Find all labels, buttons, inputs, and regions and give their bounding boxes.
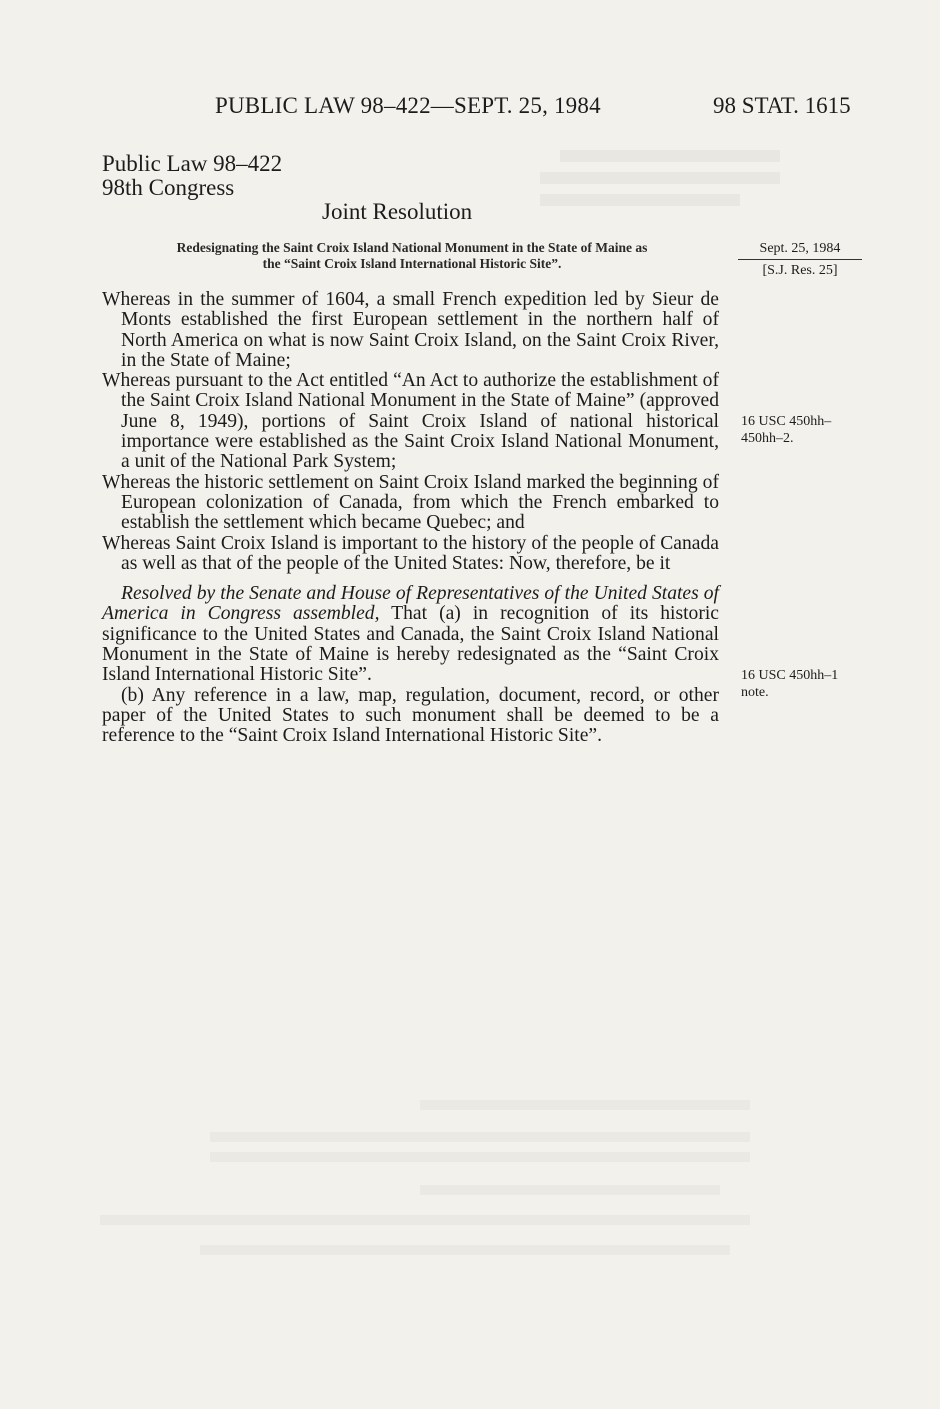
margin-citation-2 [741, 667, 866, 701]
margin-citation-2-line-1: 16 USC 450hh–1 [741, 668, 839, 683]
document-type-heading: Joint Resolution [322, 199, 473, 224]
margin-citation-1 [741, 413, 866, 447]
whereas-clause-3: Whereas the historic settlement on Saint Croix Island marked the beginning of European colonization of Canada, from which the French embarked to establish the settlement which became Quebec; and [102, 471, 719, 534]
section-a-text: That (a) in recognition of its historic significance to the United States and Canada, the Saint Croix Island National Monument in the State of Maine is hereby redesignated as the “Saint Croix Island International Historic Site”. [102, 603, 719, 686]
whereas-clause-2: Whereas pursuant to the Act entitled “An Act to authorize the establishment of the Saint Croix Island National Monument in the State of Maine” (approved June 8, 1949), portions of Saint Croix Island of national historical importance were established as the Saint Croix Island National Monument, a unit of the National Park System; [102, 370, 719, 473]
purpose-statement [102, 240, 722, 272]
whereas-clause-4: Whereas Saint Croix Island is important to the history of the people of Canada as well as that of the people of the United States: Now, therefore, be it [102, 532, 719, 574]
resolved-section-a [102, 584, 719, 685]
public-law-number: Public Law 98–422 [102, 151, 283, 176]
purpose-line-2: the “Saint Croix Island International Historic Site”. [262, 256, 562, 271]
running-head: PUBLIC LAW 98–422—SEPT. 25, 1984 [215, 93, 601, 118]
purpose-line-1: Redesignating the Saint Croix Island National Monument in the State of Maine as [176, 240, 648, 255]
resolution-body [102, 290, 719, 747]
margin-divider [738, 259, 862, 260]
margin-citation-1-line-1: 16 USC 450hh– [741, 414, 832, 429]
congress-label: 98th Congress [102, 175, 235, 200]
approval-date: Sept. 25, 1984 [759, 241, 841, 256]
enacting-clause: Resolved by the Senate and House of Representatives of the United States of America in Congress assembled, [102, 583, 719, 625]
whereas-clause-1: Whereas in the summer of 1604, a small French expedition led by Sieur de Monts established the first European settlement in the northern half of North America on what is now Saint Croix Island, on the Saint Croix River, in the State of Maine; [102, 289, 719, 371]
section-b-text: (b) Any reference in a law, map, regulation, document, record, or other paper of the United States to such monument shall be deemed to be a reference to the “Saint Croix Island International Historic Site”. [102, 684, 719, 747]
statute-page-reference: 98 STAT. 1615 [713, 93, 851, 118]
margin-citation-2-line-2: note. [741, 685, 769, 700]
bill-number: [S.J. Res. 25] [762, 263, 838, 278]
margin-citation-1-line-2: 450hh–2. [741, 431, 794, 446]
